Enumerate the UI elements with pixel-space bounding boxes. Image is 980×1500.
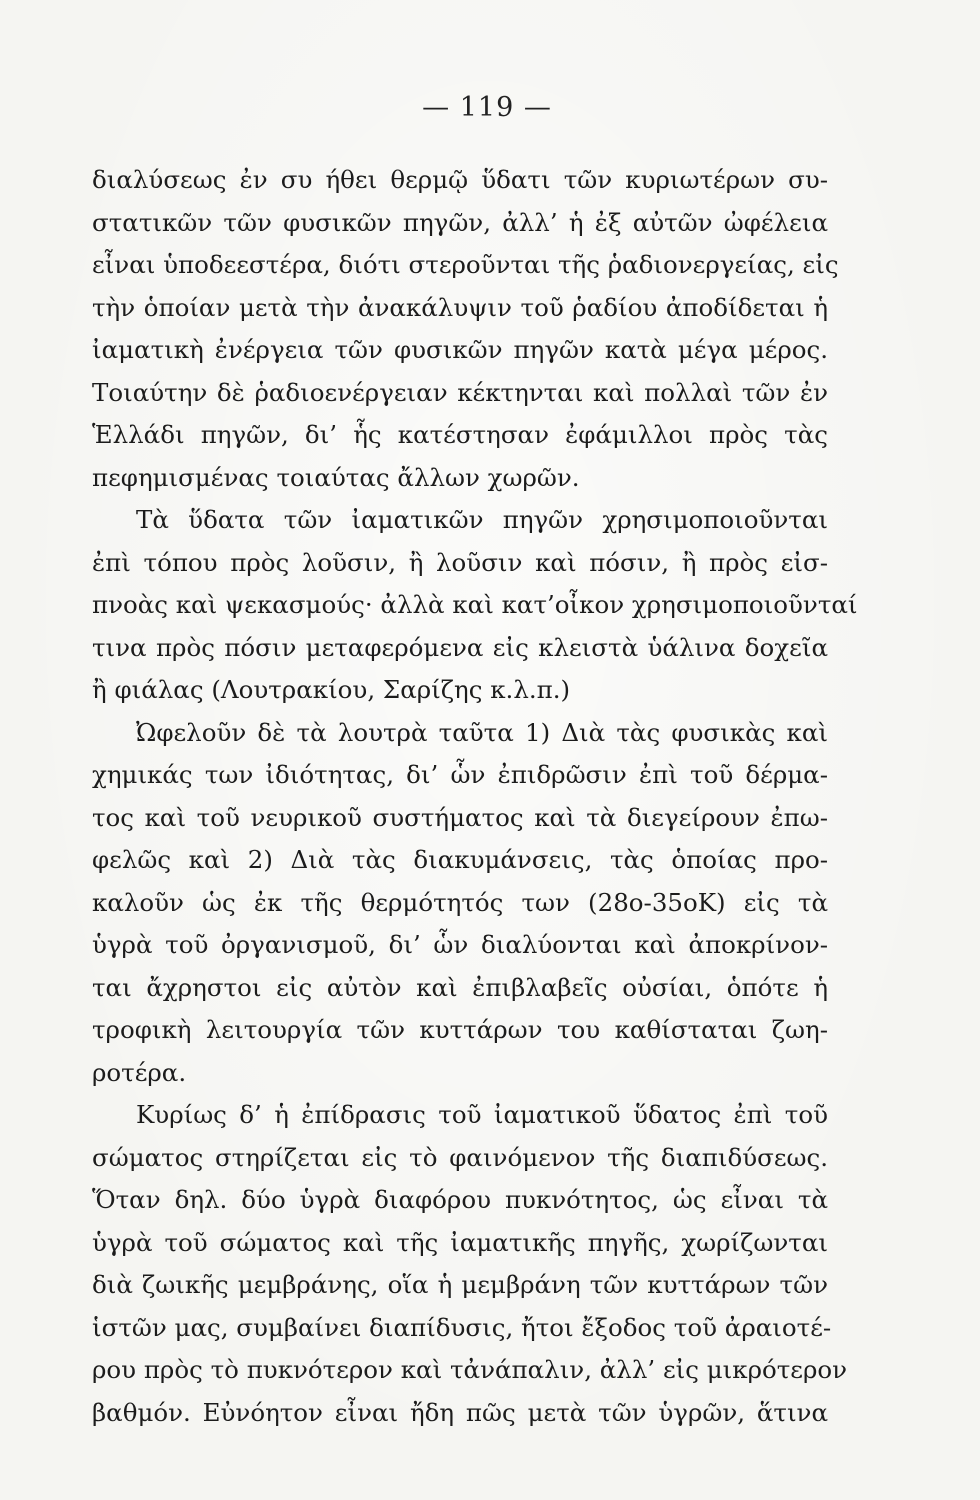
text-line: χημικάς των ἰδιότητας, δι’ ὧν ἐπιδρῶσιν ἐπὶ τοῦ δέρμα-	[92, 760, 828, 789]
text-line: Τοιαύτην δὲ ῥαδιοενέργειαν κέκτηνται καὶ πολλαὶ τῶν ἐν	[92, 377, 828, 407]
text-line: διὰ ζωικῆς μεμβράνης, οἵα ἡ μεμβράνη τῶν κυττάρων τῶν	[92, 1270, 828, 1299]
paragraph-4	[92, 1094, 848, 1434]
text-line: ἰαματικὴ ἐνέργεια τῶν φυσικῶν πηγῶν κατὰ μέγα μέρος.	[92, 335, 828, 364]
text-line: πεφημισμένας τοιαύτας ἄλλων χωρῶν.	[92, 462, 580, 492]
text-line: εἶναι ὑποδεεστέρα, διότι στεροῦνται τῆς ῥαδιονεργείας, εἰς	[92, 250, 839, 279]
text-line: φελῶς καὶ 2) Διὰ τὰς διακυμάνσεις, τὰς ὁποίας προ-	[92, 845, 828, 874]
text-line: τὴν ὁποίαν μετὰ τὴν ἀνακάλυψιν τοῦ ῥαδίου ἀποδίδεται ἡ	[92, 292, 828, 322]
text-line: ὑγρὰ τοῦ σώματος καὶ τῆς ἰαματικῆς πηγῆς, χωρίζωνται	[92, 1227, 828, 1257]
text-line: σώματος στηρίζεται εἰς τὸ φαινόμενον τῆς διαπιδύσεως.	[92, 1142, 828, 1172]
text-line: Ὠφελοῦν δὲ τὰ λουτρὰ ταῦτα 1) Διὰ τὰς φυσικὰς καὶ	[136, 717, 828, 747]
paragraph-1	[92, 159, 839, 499]
paragraph-2	[92, 499, 858, 712]
text-line: στατικῶν τῶν φυσικῶν πηγῶν, ἀλλ’ ἡ ἐξ αὐτῶν ὠφέλεια	[92, 207, 828, 237]
text-line: καλοῦν ὡς ἐκ τῆς θερμότητός των (28ο-35οΚ) εἰς τὰ	[92, 887, 828, 917]
body-text	[92, 159, 858, 1434]
page-number: — 119 —	[422, 92, 552, 123]
text-line: διαλύσεως ἐν συ ήθει θερμῷ ὕδατι τῶν κυριωτέρων συ-	[92, 165, 828, 194]
text-line: Κυρίως δ’ ἡ ἐπίδρασις τοῦ ἰαματικοῦ ὕδατος ἐπὶ τοῦ	[136, 1100, 828, 1129]
text-line: τος καὶ τοῦ νευρικοῦ συστήματος καὶ τὰ διεγείρουν ἐπω-	[92, 802, 828, 832]
text-line: ται ἄχρηστοι εἰς αὐτὸν καὶ ἐπιβλαβεῖς οὐσίαι, ὁπότε ἡ	[92, 972, 828, 1002]
text-line: Ἑλλάδι πηγῶν, δι’ ἧς κατέστησαν ἐφάμιλλοι πρὸς τὰς	[92, 420, 828, 449]
text-line: πνοὰς καὶ ψεκασμούς· ἀλλὰ καὶ κατ’οἶκον χρησιμοποιοῦνταί	[92, 590, 858, 619]
text-line: ροτέρα.	[92, 1057, 187, 1087]
text-line: ἐπὶ τόπου πρὸς λοῦσιν, ἢ λοῦσιν καὶ πόσιν, ἢ πρὸς εἰσ-	[92, 547, 828, 577]
text-line: τινα πρὸς πόσιν μεταφερόμενα εἰς κλειστὰ ὑάλινα δοχεῖα	[92, 632, 828, 662]
text-line: Τὰ ὕδατα τῶν ἰαματικῶν πηγῶν χρησιμοποιοῦνται	[136, 505, 828, 534]
text-line: ὑγρὰ τοῦ ὀργανισμοῦ, δι’ ὧν διαλύονται καὶ ἀποκρίνον-	[92, 930, 828, 959]
text-line: ρου πρὸς τὸ πυκνότερον καὶ τἀνάπαλιν, ἀλλ’ εἰς μικρότερον	[92, 1355, 848, 1384]
text-line: τροφικὴ λειτουργία τῶν κυττάρων του καθίσταται ζωη-	[92, 1015, 828, 1044]
text-line: Ὅταν δηλ. δύο ὑγρὰ διαφόρου πυκνότητος, ὡς εἶναι τὰ	[92, 1185, 828, 1214]
text-line: ἱστῶν μας, συμβαίνει διαπίδυσις, ἤτοι ἔξοδος τοῦ ἀραιοτέ-	[92, 1312, 832, 1342]
text-line: βαθμόν. Εὐνόητον εἶναι ἤδη πῶς μετὰ τῶν ὑγρῶν, ἅτινα	[92, 1397, 828, 1427]
paragraph-3	[92, 712, 828, 1095]
text-line: ἢ φιάλας (Λουτρακίου, Σαρίζης κ.λ.π.)	[92, 675, 571, 704]
